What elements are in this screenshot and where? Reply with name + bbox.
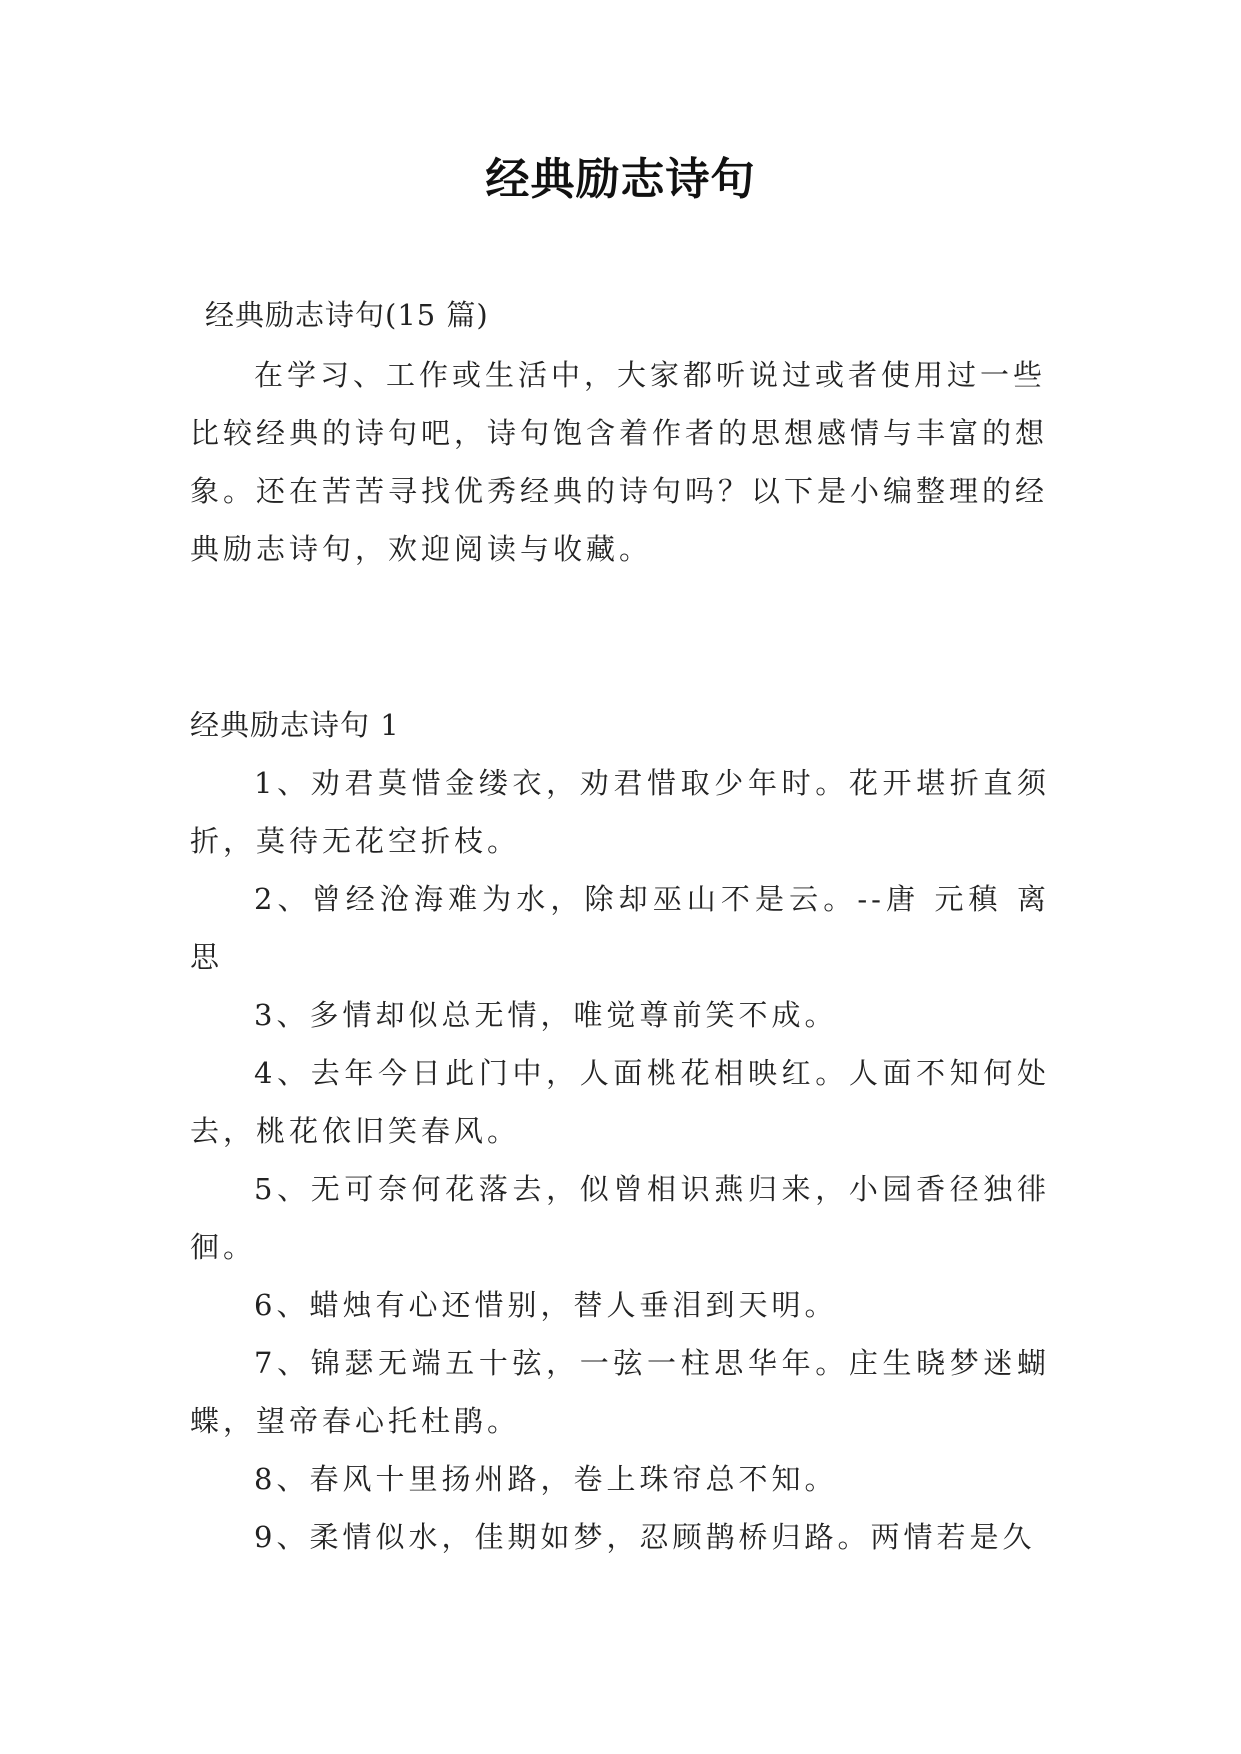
poem-item: 7、锦瑟无端五十弦，一弦一柱思华年。庄生晓梦迷蝴蝶，望帝春心托杜鹃。 [190, 1346, 1050, 1438]
poem-item: 5、无可奈何花落去，似曾相识燕归来，小园香径独徘徊。 [190, 1172, 1050, 1264]
poem-list [190, 754, 1050, 1566]
poem-item: 6、蜡烛有心还惜别，替人垂泪到天明。 [254, 1288, 838, 1322]
poem-item: 2、曾经沧海难为水，除却巫山不是云。--唐 元稹 离思 [190, 882, 1050, 974]
intro-paragraph: 在学习、工作或生活中，大家都听说过或者使用过一些比较经典的诗句吧，诗句饱含着作者的思想感情与丰富的想象。还在苦苦寻找优秀经典的诗句吗？以下是小编整理的经典励志诗句，欢迎阅读与收藏。 [190, 358, 1049, 566]
page-title: 经典励志诗句 [485, 154, 756, 205]
poem-item: 3、多情却似总无情，唯觉尊前笑不成。 [254, 998, 838, 1032]
section-heading: 经典励志诗句 1 [190, 708, 400, 742]
poem-item: 9、柔情似水，佳期如梦，忍顾鹊桥归路。两情若是久 [254, 1520, 1036, 1554]
poem-item: 4、去年今日此门中，人面桃花相映红。人面不知何处去，桃花依旧笑春风。 [190, 1056, 1050, 1148]
poem-item: 8、春风十里扬州路，卷上珠帘总不知。 [254, 1462, 838, 1496]
poem-item: 1、劝君莫惜金缕衣，劝君惜取少年时。花开堪折直须折，莫待无花空折枝。 [190, 766, 1050, 858]
subtitle: 经典励志诗句(15 篇) [205, 298, 489, 332]
